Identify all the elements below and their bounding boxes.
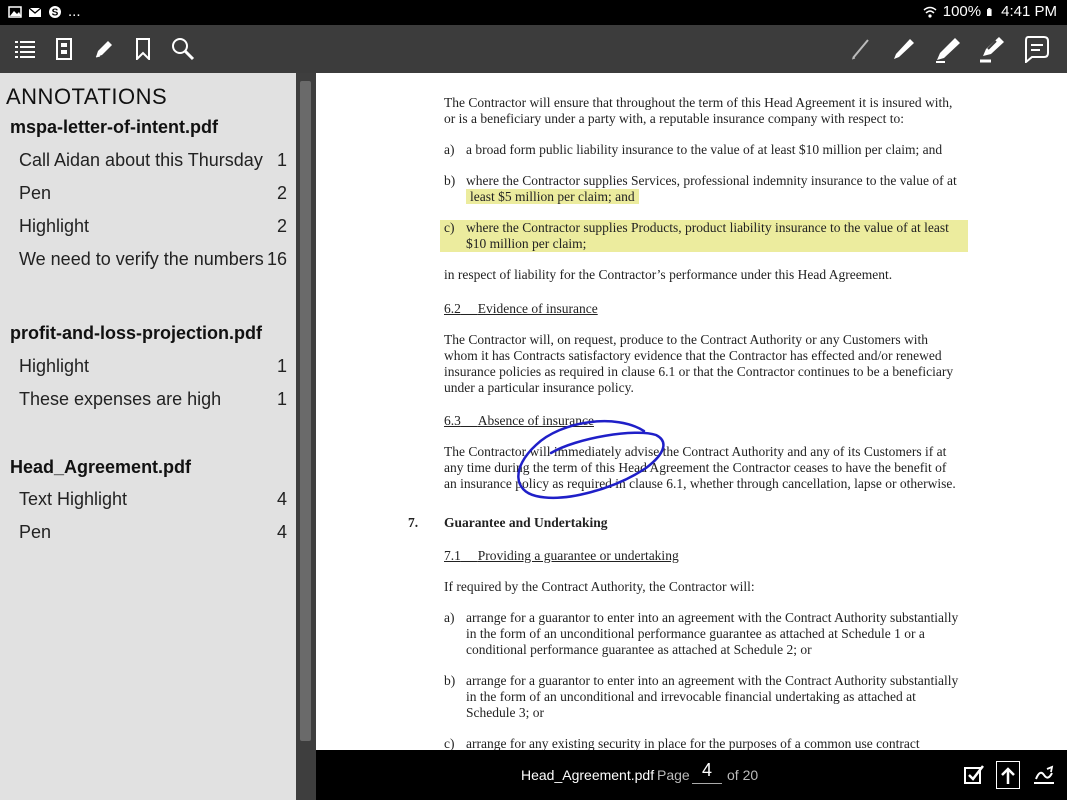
doc-text: conditional performance guarantee as attached at Schedule 2; or (466, 642, 812, 657)
section-title: Providing a guarantee or undertaking (477, 548, 679, 563)
doc-text: If required by the Contract Authority, the Contractor will: (444, 579, 755, 594)
share-button[interactable] (996, 761, 1020, 789)
annotation-label: Pen (19, 183, 52, 203)
doc-text: arrange for any existing security in place for the purposes of a common use contract (466, 736, 920, 750)
doc-text: in respect of liability for the Contractor’s performance under this Head Agreement. (444, 267, 893, 282)
doc-text: The Contractor will immediately advise the Contract Authority and any of its Customers if at (444, 444, 947, 459)
mail-icon (28, 5, 42, 19)
comment-tool-button[interactable] (1020, 33, 1052, 65)
page-number-input[interactable]: 4 (692, 760, 722, 784)
list-marker: c) (444, 736, 455, 750)
document-page[interactable] (316, 73, 1067, 750)
annotation-count: 1 (276, 389, 287, 409)
battery-icon (987, 5, 995, 19)
list-marker: a) (444, 142, 455, 157)
list-marker: b) (444, 673, 456, 688)
status-bar (0, 0, 1067, 25)
section-number: 6.2 (444, 301, 461, 316)
annotation-item[interactable] (19, 150, 287, 171)
annotation-item[interactable] (19, 183, 287, 204)
highlighter-icon (977, 34, 1007, 64)
annotation-count: 2 (276, 216, 287, 236)
highlighter-tool-button[interactable] (976, 33, 1008, 65)
section-title: Absence of insurance (477, 413, 594, 428)
annotation-label: Call Aidan about this Thursday (19, 150, 263, 170)
svg-text:S: S (51, 7, 59, 18)
doc-text: where the Contractor supplies Services, professional indemnity insurance to the value of at (466, 173, 957, 188)
page-footer (316, 750, 1067, 800)
doc-text: whom it has Contracts satisfactory evidence that the Contractor has effected and/or renewed (444, 348, 942, 363)
pen-tool-button[interactable] (888, 33, 920, 65)
doc-text: under a particular insurance policy. (444, 380, 634, 395)
doc-text: Schedule 3; or (466, 705, 544, 720)
annotation-item[interactable] (19, 489, 287, 510)
annotation-count: 1 (276, 356, 287, 376)
document-icon (54, 38, 74, 60)
list-marker: a) (444, 610, 455, 625)
pencil-thin-icon (848, 36, 874, 62)
doc-text: arrange for a guarantor to enter into an agreement with the Contract Authority substantially (466, 673, 959, 688)
signature-icon (1032, 763, 1056, 787)
search-button[interactable] (167, 33, 199, 65)
clock: 4:41 PM (1001, 3, 1057, 20)
search-icon (171, 37, 195, 61)
list-icon (14, 38, 36, 60)
outline-button[interactable] (9, 33, 41, 65)
annotation-item[interactable] (19, 389, 287, 410)
pen-icon (93, 38, 115, 60)
panel-scrollbar[interactable] (296, 73, 316, 800)
annotation-item[interactable] (19, 522, 287, 543)
annotation-label: We need to verify the numbers (19, 249, 264, 269)
page-label: Page (657, 767, 690, 783)
chapter-title: Guarantee and Undertaking (444, 515, 608, 530)
gallery-icon (8, 5, 22, 19)
annotation-item[interactable] (19, 249, 287, 270)
marker-icon (933, 34, 963, 64)
annotation-label: These expenses are high (19, 389, 222, 409)
thumbnails-button[interactable] (48, 33, 80, 65)
bookmarks-button[interactable] (127, 33, 159, 65)
comment-icon (1022, 35, 1050, 63)
pen-annotation[interactable] (316, 73, 1067, 750)
doc-text: or is a beneficiary under a party with, a reputable insurance company with respect to: (444, 111, 904, 126)
annotation-count: 4 (276, 522, 287, 542)
section-title: Evidence of insurance (477, 301, 598, 316)
current-file-name: Head_Agreement.pdf (521, 767, 655, 783)
highlighted-text: least $5 million per claim; and (466, 189, 639, 204)
select-button[interactable] (962, 763, 986, 787)
doc-text: in the form of an unconditional performance guarantee as attached at Schedule 1 or a (466, 626, 925, 641)
battery-percent: 100% (942, 3, 982, 20)
list-marker: c) (444, 220, 455, 235)
bookmark-icon (134, 38, 152, 60)
annotation-file-heading[interactable]: Head_Agreement.pdf (10, 457, 192, 477)
sign-button[interactable] (1032, 763, 1056, 787)
annotation-count: 4 (276, 489, 287, 509)
doc-text: in the form of an unconditional and irrevocable financial undertaking as attached at (466, 689, 916, 704)
doc-text: any time during the term of this Head Agreement the Contractor ceases to have the benefit of (444, 460, 947, 475)
skype-icon (48, 5, 62, 19)
annotation-label: Highlight (19, 356, 90, 376)
highlighted-text: $10 million per claim; (466, 236, 587, 251)
annotation-count: 1 (276, 150, 287, 170)
doc-text: insurance policies as required in clause 6.1 or that the Contractor continues to be a beneficiary (444, 364, 954, 379)
annotation-file-heading[interactable]: profit-and-loss-projection.pdf (10, 323, 262, 343)
wifi-icon (923, 5, 937, 19)
annotation-file-heading[interactable]: mspa-letter-of-intent.pdf (10, 117, 218, 137)
annotation-item[interactable] (19, 216, 287, 237)
page-count: of 20 (727, 767, 759, 783)
highlighted-text: where the Contractor supplies Products, product liability insurance to the value of at least (466, 220, 949, 235)
doc-text: arrange for a guarantor to enter into an agreement with the Contract Authority substantially (466, 610, 959, 625)
section-number: 6.3 (444, 413, 461, 428)
scrollbar-thumb[interactable] (300, 81, 311, 741)
annotation-label: Text Highlight (19, 489, 128, 509)
annotation-item[interactable] (19, 356, 287, 377)
doc-text: The Contractor will, on request, produce to the Contract Authority or any Customers with (444, 332, 929, 347)
annotation-count: 16 (266, 249, 287, 269)
pen-medium-icon (890, 35, 918, 63)
annotation-count: 2 (276, 183, 287, 203)
upload-icon (997, 762, 1019, 788)
list-marker: b) (444, 173, 456, 188)
section-number: 7.1 (444, 548, 461, 563)
marker-tool-button[interactable] (932, 33, 964, 65)
doc-text: a broad form public liability insurance to the value of at least $10 million per claim; and (466, 142, 943, 157)
toolbar (0, 25, 1067, 73)
annotation-label: Pen (19, 522, 52, 542)
chapter-number: 7. (408, 515, 419, 530)
annotation-label: Highlight (19, 216, 90, 236)
pencil-tool-button[interactable] (845, 33, 877, 65)
annotations-button[interactable] (88, 33, 120, 65)
more-notifications: ... (68, 3, 81, 20)
doc-text: an insurance policy as required in clause 6.1, whether through cancellation, lapse or otherwise. (444, 476, 956, 491)
doc-text: The Contractor will ensure that throughout the term of this Head Agreement it is insured with, (444, 95, 953, 110)
checkbox-icon (962, 763, 986, 787)
annotations-title: ANNOTATIONS (6, 84, 168, 109)
